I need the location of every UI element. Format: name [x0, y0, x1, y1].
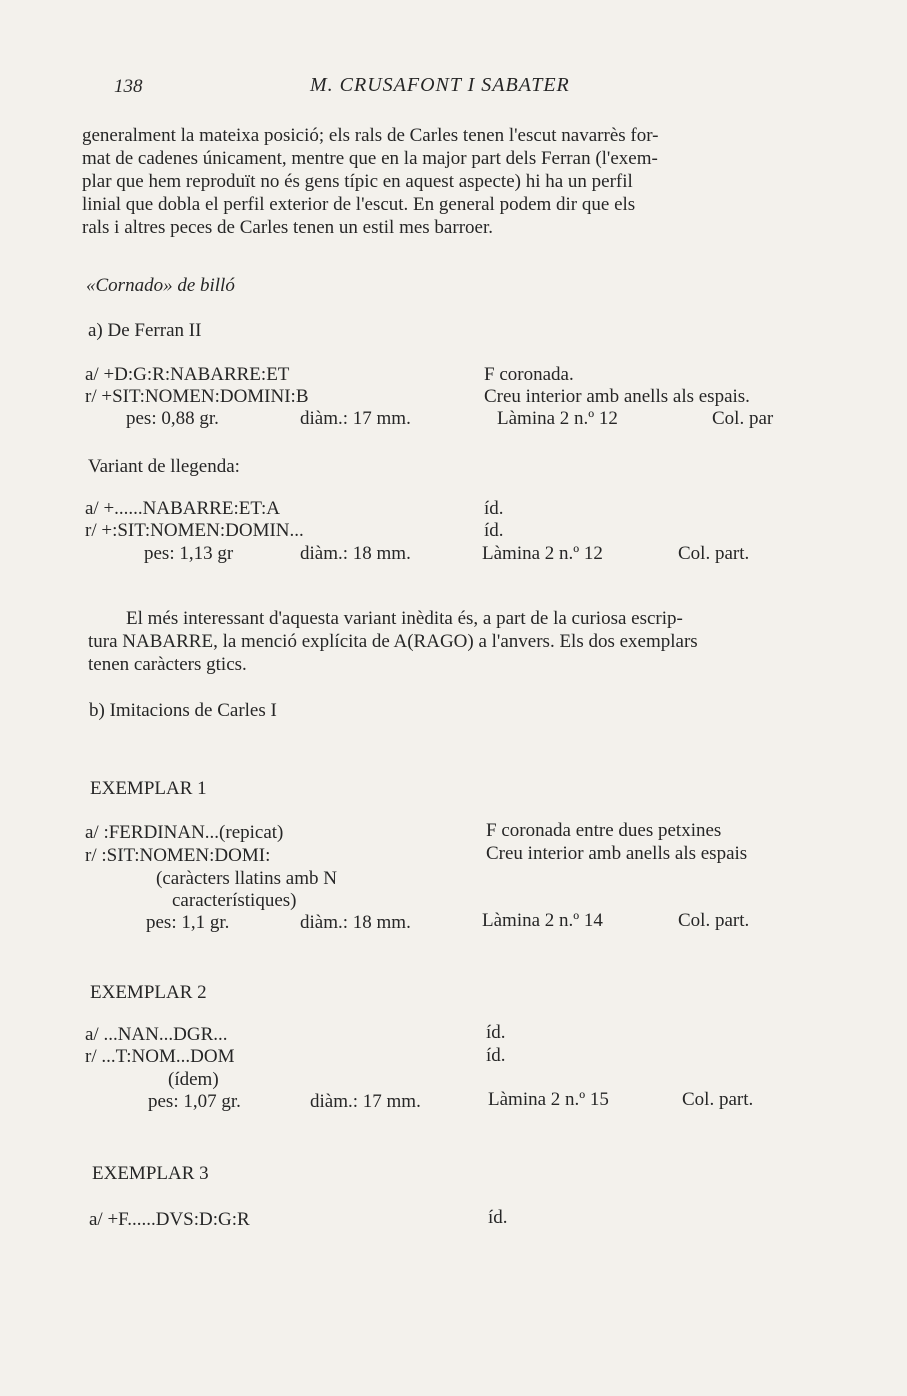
reverse-description: íd. [484, 520, 504, 541]
collection: Col. part. [682, 1089, 754, 1110]
obverse-description: íd. [484, 498, 504, 519]
intro-line: plar que hem reproduït no és gens típic en aquest aspecte) hi ha un perfil [82, 171, 633, 192]
obverse-description: íd. [488, 1207, 508, 1228]
section-title: «Cornado» de billó [86, 275, 235, 296]
reverse-legend: r/ +SIT:NOMEN:DOMINI:B [85, 386, 309, 407]
diameter: diàm.: 18 mm. [300, 543, 411, 564]
intro-line: generalment la mateixa posició; els rals de Carles tenen l'escut navarrès for- [82, 125, 659, 146]
obverse-description: F coronada entre dues petxines [486, 820, 722, 841]
paragraph-line: tura NABARRE, la menció explícita de A(RAGO) a l'anvers. Els dos exemplars [88, 631, 698, 652]
reverse-description: Creu interior amb anells als espais. [484, 386, 750, 407]
subsection-a-title: a) De Ferran II [88, 320, 202, 341]
paragraph-line: El més interessant d'aquesta variant inèdita és, a part de la curiosa escrip- [126, 608, 683, 629]
subsection-b-title: b) Imitacions de Carles I [89, 700, 277, 721]
weight: pes: 1,1 gr. [146, 912, 230, 933]
weight: pes: 1,07 gr. [148, 1091, 241, 1112]
reverse-description: íd. [486, 1045, 506, 1066]
exemplar-title: EXEMPLAR 1 [90, 778, 207, 799]
note: (caràcters llatins amb N [156, 868, 337, 889]
reverse-legend: r/ ...T:NOM...DOM [85, 1046, 235, 1067]
reverse-description: Creu interior amb anells als espais [486, 843, 748, 864]
paragraph-line: tenen caràcters gtics. [88, 654, 247, 675]
plate-reference: Làmina 2 n.º 12 [497, 408, 618, 429]
weight: pes: 0,88 gr. [126, 408, 219, 429]
collection: Col. part. [678, 543, 750, 564]
obverse-legend: a/ ...NAN...DGR... [85, 1024, 228, 1045]
intro-line: mat de cadenes únicament, mentre que en la major part dels Ferran (l'exem- [82, 148, 658, 169]
diameter: diàm.: 17 mm. [300, 408, 411, 429]
page-number: 138 [114, 76, 143, 97]
obverse-legend: a/ +......NABARRE:ET:A [85, 498, 281, 519]
variant-title: Variant de llegenda: [88, 456, 240, 477]
intro-line: linial que dobla el perfil exterior de l'escut. En general podem dir que els [82, 194, 636, 215]
diameter: diàm.: 18 mm. [300, 912, 411, 933]
obverse-legend: a/ +F......DVS:D:G:R [89, 1209, 250, 1230]
intro-line: rals i altres peces de Carles tenen un estil mes barroer. [82, 217, 493, 238]
intro-paragraph [82, 124, 824, 239]
plate-reference: Làmina 2 n.º 14 [482, 910, 603, 931]
weight: pes: 1,13 gr [144, 543, 234, 564]
exemplar-title: EXEMPLAR 2 [90, 982, 207, 1003]
obverse-description: F coronada. [484, 364, 574, 385]
diameter: diàm.: 17 mm. [310, 1091, 421, 1112]
collection: Col. par [712, 408, 774, 429]
collection: Col. part. [678, 910, 750, 931]
reverse-legend: r/ :SIT:NOMEN:DOMI: [85, 845, 271, 866]
note: (ídem) [168, 1069, 219, 1090]
plate-reference: Làmina 2 n.º 15 [488, 1089, 609, 1110]
plate-reference: Làmina 2 n.º 12 [482, 543, 603, 564]
reverse-legend: r/ +:SIT:NOMEN:DOMIN... [85, 520, 304, 541]
exemplar-title: EXEMPLAR 3 [92, 1163, 209, 1184]
running-title: M. CRUSAFONT I SABATER [310, 74, 570, 96]
obverse-legend: a/ +D:G:R:NABARRE:ET [85, 364, 290, 385]
variant-paragraph [88, 607, 834, 676]
obverse-legend: a/ :FERDINAN...(repicat) [85, 822, 284, 843]
obverse-description: íd. [486, 1022, 506, 1043]
note: característiques) [172, 890, 297, 911]
